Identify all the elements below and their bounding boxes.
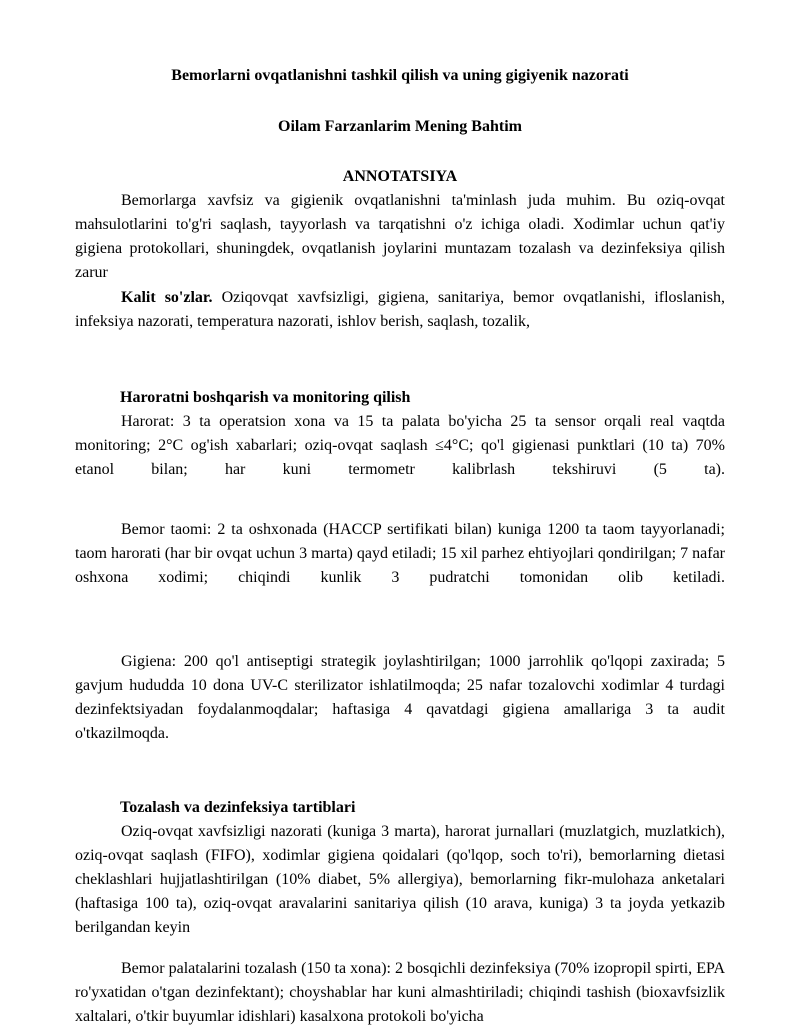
paragraph-food-safety-control: Oziq-ovqat xavfsizligi nazorati (kuniga 3 marta), harorat jurnallari (muzlatgich, muzlatkich), oziq-ovqat saqlash (FIFO), xodimlar gigiena qoidalari (qo'lqop, soch to'ri), bemorlarning dietasi cheklashlari hujjatlashtirilgan (10% diabet, 5% allergiya), bemorlarning fikr-mulohaza anketalari (haftasiga 100 ta), oziq-ovqat aravalarini sanitariya qilish (10 arava, kuniga) 3 ta joyda yetkazib berilgandan keyin (75, 823, 725, 936)
annotation-heading: ANNOTATSIYA (342, 168, 458, 185)
keywords-text: Oziqovqat xavfsizligi, gigiena, sanitariya, bemor ovqatlanishi, ifloslanish, infeksiya nazorati, temperatura nazorati, ishlov berish, saqlash, tozalik, (75, 289, 725, 330)
keywords-label: Kalit so'zlar. (121, 289, 213, 306)
section-heading-temperature: Haroratni boshqarish va monitoring qilish (120, 389, 411, 406)
paragraph-ward-cleaning: Bemor palatalarini tozalash (150 ta xona): 2 bosqichli dezinfeksiya (70% izopropil spirti, EPA ro'yxatidan o'tgan dezinfektant); choyshablar har kuni almashtiriladi; chiqindi tashish (bioxavfsizlik xaltalari, o'tkir buyumlar idishlari) kasalxona protokoli bo'yicha (75, 960, 725, 1025)
paragraph-temperature: Harorat: 3 ta operatsion xona va 15 ta palata bo'yicha 25 ta sensor orqali real vaqtda monitoring; 2°C og'ish xabarlari; oziq-ovqat saqlash ≤4°C; qo'l gigienasi punktlari (10 ta) 70% etanol bilan; har kuni termometr kalibrlash tekshiruvi (5 ta). (75, 413, 725, 478)
document-subtitle: Oilam Farzanlarim Mening Bahtim (278, 118, 522, 135)
paragraph-patient-meals: Bemor taomi: 2 ta oshxonada (HACCP sertifikati bilan) kuniga 1200 ta taom tayyorlanadi; taom harorati (har bir ovqat uchun 3 marta) qayd etiladi; 15 xil parhez ehtiyojlari qondirilgan; 7 nafar oshxona xodimi; chiqindi kunlik 3 pudratchi tomonidan olib ketiladi. (75, 521, 725, 586)
annotation-paragraph: Bemorlarga xavfsiz va gigienik ovqatlanishni ta'minlash juda muhim. Bu oziq-ovqat mahsulotlarini to'g'ri saqlash, tayyorlash va tarqatishni o'z ichiga oladi. Xodimlar uchun qat'iy gigiena protokollari, shuningdek, ovqatlanish joylarini muntazam tozalash va dezinfeksiya qilish zarur (75, 192, 725, 281)
section-heading-cleaning: Tozalash va dezinfeksiya tartiblari (120, 799, 356, 816)
keywords-paragraph (75, 286, 725, 334)
paragraph-hygiene: Gigiena: 200 qo'l antiseptigi strategik joylashtirilgan; 1000 jarrohlik qo'lqopi zaxirada; 5 gavjum hududda 10 dona UV-C sterilizator ishlatilmoqda; 25 nafar tozalovchi xodimlar 4 turdagi dezinfektsiyadan foydalanmoqdalar; haftasiga 4 qavatdagi gigiena amallariga 3 ta audit o'tkazilmoqda. (75, 653, 725, 742)
document-title: Bemorlarni ovqatlanishni tashkil qilish va uning gigiyenik nazorati (171, 67, 629, 84)
